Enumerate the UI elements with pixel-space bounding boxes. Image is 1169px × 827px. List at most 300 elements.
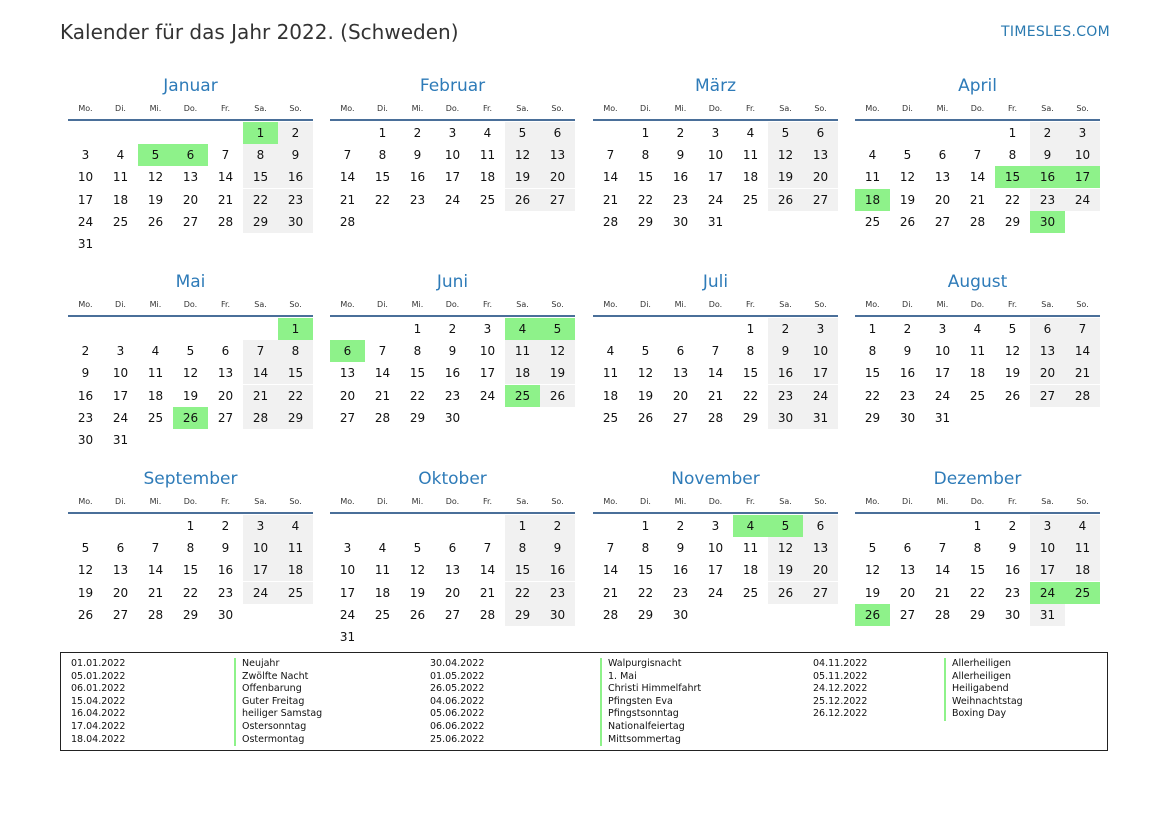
day-cell: 8 xyxy=(641,541,650,556)
day-cell: 23 xyxy=(768,385,803,407)
day-cell: 9 xyxy=(448,344,457,359)
month-divider xyxy=(330,512,575,514)
weekday-label: Do. xyxy=(708,300,723,309)
day-cell: 8 xyxy=(973,541,982,556)
day-cell: 19 xyxy=(1004,366,1021,381)
weekday-label: Di. xyxy=(902,104,913,113)
day-cell: 12 xyxy=(77,563,94,578)
day-cell: 23 xyxy=(278,189,313,211)
weekday-label: Mo. xyxy=(603,497,618,506)
day-cell: 25 xyxy=(742,585,759,600)
day-cell: 24 xyxy=(479,388,496,403)
day-cell: 2 xyxy=(1030,122,1065,144)
day-cell: 17 xyxy=(112,388,129,403)
day-cell: 25 xyxy=(742,192,759,207)
weekday-label: Mi. xyxy=(411,104,424,113)
month-divider xyxy=(68,512,313,514)
day-cell: 11 xyxy=(374,563,391,578)
day-cell: 20 xyxy=(1030,362,1065,384)
day-cell: 17 xyxy=(1030,559,1065,581)
weekday-label: Mo. xyxy=(865,104,880,113)
month-mai xyxy=(68,272,313,451)
day-cell: 29 xyxy=(637,607,654,622)
month-divider xyxy=(330,315,575,317)
weekday-label: Do. xyxy=(970,497,985,506)
day-cell: 3 xyxy=(711,519,720,533)
month-september xyxy=(68,469,313,648)
day-cell: 8 xyxy=(413,344,422,359)
day-cell: 2 xyxy=(81,344,90,359)
day-cell: 30 xyxy=(768,407,803,429)
day-cell: 21 xyxy=(602,192,619,207)
weekday-label: Mo. xyxy=(340,497,355,506)
day-cell: 4 xyxy=(1065,515,1100,537)
month-divider xyxy=(855,119,1100,121)
weekday-label: Fr. xyxy=(220,300,231,309)
day-cell: 1 xyxy=(641,126,650,140)
weekday-label: So. xyxy=(1076,497,1089,506)
day-cell: 1 xyxy=(378,126,387,140)
day-cell: 27 xyxy=(444,607,461,622)
weekday-label: Mo. xyxy=(78,104,93,113)
day-cell: 30 xyxy=(278,211,313,233)
day-cell: 13 xyxy=(899,563,916,578)
weekday-label: Fr. xyxy=(1007,104,1018,113)
day-cell: 23 xyxy=(540,582,575,604)
holiday-name: heiliger Samstag xyxy=(234,708,322,721)
holiday-day-cell: 18 xyxy=(855,189,890,211)
weekday-label: Do. xyxy=(183,300,198,309)
day-cell: 11 xyxy=(742,148,759,163)
month-name: November xyxy=(671,469,760,489)
weekday-label: Sa. xyxy=(779,104,792,113)
day-cell: 18 xyxy=(602,388,619,403)
day-cell: 15 xyxy=(409,366,426,381)
weekday-label: Do. xyxy=(445,497,460,506)
day-cell: 14 xyxy=(374,366,391,381)
weekday-label: Sa. xyxy=(779,497,792,506)
day-cell: 30 xyxy=(672,214,689,229)
day-cell: 5 xyxy=(505,122,540,144)
holiday-name: Boxing Day xyxy=(944,708,1006,721)
day-cell: 29 xyxy=(864,410,881,425)
day-cell: 18 xyxy=(969,366,986,381)
day-cell: 2 xyxy=(768,318,803,340)
day-cell: 30 xyxy=(672,607,689,622)
day-cell: 12 xyxy=(182,366,199,381)
day-cell: 21 xyxy=(479,585,496,600)
day-cell: 27 xyxy=(182,214,199,229)
day-cell: 17 xyxy=(243,559,278,581)
day-cell: 19 xyxy=(899,192,916,207)
day-cell: 13 xyxy=(672,366,689,381)
day-cell: 28 xyxy=(243,407,278,429)
day-cell: 30 xyxy=(899,410,916,425)
holiday-date: 26.05.2022 xyxy=(430,683,485,695)
day-cell: 26 xyxy=(768,189,803,211)
day-cell: 13 xyxy=(803,537,838,559)
day-cell: 7 xyxy=(973,148,982,163)
day-cell: 13 xyxy=(444,563,461,578)
day-cell: 14 xyxy=(217,170,234,185)
weekday-label: Sa. xyxy=(779,300,792,309)
day-cell: 24 xyxy=(339,607,356,622)
day-cell: 19 xyxy=(409,585,426,600)
day-cell: 14 xyxy=(479,563,496,578)
month-name: Oktober xyxy=(418,469,487,489)
day-cell: 16 xyxy=(217,563,234,578)
holiday-day-cell: 17 xyxy=(1065,166,1100,188)
day-cell: 27 xyxy=(540,189,575,211)
day-cell: 20 xyxy=(339,388,356,403)
day-cell: 16 xyxy=(77,388,94,403)
weekday-label: Do. xyxy=(445,300,460,309)
weekday-label: Di. xyxy=(115,497,126,506)
day-cell: 24 xyxy=(803,385,838,407)
page-title: Kalender für das Jahr 2022. (Schweden) xyxy=(60,20,459,44)
day-cell: 16 xyxy=(899,366,916,381)
day-cell: 21 xyxy=(934,585,951,600)
day-cell: 17 xyxy=(707,170,724,185)
day-cell: 31 xyxy=(707,214,724,229)
month-divider xyxy=(68,315,313,317)
day-cell: 8 xyxy=(243,144,278,166)
day-cell: 11 xyxy=(969,344,986,359)
brand-link[interactable]: TIMESLES.COM xyxy=(1001,24,1110,40)
weekday-label: Mo. xyxy=(865,300,880,309)
day-cell: 7 xyxy=(243,340,278,362)
holiday-name: Allerheiligen xyxy=(944,671,1011,684)
day-cell: 8 xyxy=(505,537,540,559)
day-cell: 25 xyxy=(374,607,391,622)
day-cell: 23 xyxy=(672,585,689,600)
day-cell: 2 xyxy=(676,519,685,533)
day-cell: 4 xyxy=(606,344,615,359)
weekday-label: Mi. xyxy=(411,300,424,309)
day-cell: 20 xyxy=(672,388,689,403)
day-cell: 8 xyxy=(378,148,387,163)
day-cell: 3 xyxy=(116,344,125,359)
day-cell: 7 xyxy=(221,148,230,163)
weekday-label: Fr. xyxy=(1007,497,1018,506)
day-cell: 15 xyxy=(637,170,654,185)
day-cell: 3 xyxy=(243,515,278,537)
month-divider xyxy=(855,512,1100,514)
day-cell: 13 xyxy=(112,563,129,578)
day-cell: 16 xyxy=(672,563,689,578)
day-cell: 4 xyxy=(116,148,125,163)
holiday-day-cell: 16 xyxy=(1030,166,1065,188)
day-cell: 14 xyxy=(147,563,164,578)
day-cell: 13 xyxy=(540,144,575,166)
day-cell: 16 xyxy=(540,559,575,581)
day-cell: 8 xyxy=(641,148,650,163)
weekday-label: Mi. xyxy=(674,104,687,113)
day-cell: 2 xyxy=(221,519,230,533)
day-cell: 19 xyxy=(77,585,94,600)
day-cell: 14 xyxy=(707,366,724,381)
day-cell: 22 xyxy=(637,585,654,600)
month-name: Juni xyxy=(436,272,469,292)
day-cell: 17 xyxy=(707,563,724,578)
day-cell: 7 xyxy=(711,344,720,359)
weekday-label: Sa. xyxy=(516,300,529,309)
day-cell: 15 xyxy=(864,366,881,381)
month-april xyxy=(855,76,1100,255)
weekday-label: Mo. xyxy=(340,300,355,309)
weekday-label: Do. xyxy=(970,104,985,113)
weekday-label: Mi. xyxy=(149,104,162,113)
day-cell: 20 xyxy=(217,388,234,403)
day-cell: 21 xyxy=(243,385,278,407)
weekday-label: Mi. xyxy=(936,300,949,309)
day-cell: 18 xyxy=(479,170,496,185)
day-cell: 1 xyxy=(641,519,650,533)
weekday-label: So. xyxy=(814,104,827,113)
day-cell: 20 xyxy=(803,559,838,581)
day-cell: 16 xyxy=(409,170,426,185)
holiday-date: 01.01.2022 xyxy=(71,658,126,669)
weekday-label: Sa. xyxy=(516,104,529,113)
holiday-name: Offenbarung xyxy=(234,683,302,696)
day-cell: 21 xyxy=(602,585,619,600)
day-cell: 1 xyxy=(973,519,982,533)
weekday-label: Do. xyxy=(183,104,198,113)
holiday-name: Mittsommertag xyxy=(600,734,681,747)
day-cell: 19 xyxy=(768,559,803,581)
day-cell: 15 xyxy=(182,563,199,578)
day-cell: 17 xyxy=(339,585,356,600)
day-cell: 4 xyxy=(151,344,160,359)
day-cell: 27 xyxy=(1030,385,1065,407)
weekday-label: Fr. xyxy=(745,104,756,113)
day-cell: 18 xyxy=(147,388,164,403)
day-cell: 14 xyxy=(243,362,278,384)
month-name: August xyxy=(947,272,1008,292)
day-cell: 9 xyxy=(676,541,685,556)
holiday-date: 30.04.2022 xyxy=(430,658,485,669)
weekday-label: Fr. xyxy=(482,497,493,506)
day-cell: 24 xyxy=(243,582,278,604)
day-cell: 29 xyxy=(637,214,654,229)
day-cell: 29 xyxy=(505,604,540,626)
day-cell: 10 xyxy=(243,537,278,559)
day-cell: 19 xyxy=(540,362,575,384)
day-cell: 31 xyxy=(934,410,951,425)
day-cell: 20 xyxy=(182,192,199,207)
day-cell: 4 xyxy=(378,541,387,556)
day-cell: 10 xyxy=(444,148,461,163)
day-cell: 6 xyxy=(903,541,912,556)
day-cell: 1 xyxy=(746,322,755,336)
day-cell: 11 xyxy=(278,537,313,559)
weekday-label: Sa. xyxy=(254,497,267,506)
day-cell: 6 xyxy=(1030,318,1065,340)
weekday-label: Do. xyxy=(970,300,985,309)
holiday-name: Pfingsten Eva xyxy=(600,696,673,709)
day-cell: 12 xyxy=(540,340,575,362)
day-cell: 6 xyxy=(116,541,125,556)
day-cell: 10 xyxy=(1030,537,1065,559)
day-cell: 21 xyxy=(217,192,234,207)
day-cell: 25 xyxy=(278,582,313,604)
day-cell: 24 xyxy=(77,214,94,229)
day-cell: 10 xyxy=(707,541,724,556)
day-cell: 12 xyxy=(1004,344,1021,359)
holiday-day-cell: 24 xyxy=(1030,582,1065,604)
day-cell: 24 xyxy=(112,410,129,425)
day-cell: 28 xyxy=(934,607,951,622)
day-cell: 6 xyxy=(938,148,947,163)
day-cell: 1 xyxy=(868,322,877,336)
day-cell: 5 xyxy=(868,541,877,556)
holiday-day-cell: 15 xyxy=(995,166,1030,188)
month-oktober xyxy=(330,469,575,648)
month-dezember xyxy=(855,469,1100,648)
day-cell: 31 xyxy=(339,630,356,644)
day-cell: 21 xyxy=(339,192,356,207)
holiday-day-cell: 6 xyxy=(173,144,208,166)
day-cell: 11 xyxy=(505,340,540,362)
day-cell: 13 xyxy=(1030,340,1065,362)
day-cell: 11 xyxy=(864,170,881,185)
day-cell: 4 xyxy=(868,148,877,163)
day-cell: 20 xyxy=(540,166,575,188)
day-cell: 30 xyxy=(444,410,461,425)
day-cell: 12 xyxy=(899,170,916,185)
holiday-name: Pfingstsonntag xyxy=(600,708,679,721)
weekday-label: Fr. xyxy=(220,104,231,113)
weekday-label: Do. xyxy=(183,497,198,506)
holiday-name: 1. Mai xyxy=(600,671,637,684)
day-cell: 9 xyxy=(1030,144,1065,166)
day-cell: 27 xyxy=(672,410,689,425)
day-cell: 20 xyxy=(803,166,838,188)
holiday-name: Weihnachtstag xyxy=(944,696,1023,709)
day-cell: 8 xyxy=(186,541,195,556)
day-cell: 15 xyxy=(374,170,391,185)
day-cell: 10 xyxy=(934,344,951,359)
day-cell: 14 xyxy=(934,563,951,578)
weekday-label: Di. xyxy=(377,300,388,309)
month-name: Januar xyxy=(163,76,218,96)
day-cell: 10 xyxy=(77,170,94,185)
day-cell: 1 xyxy=(505,515,540,537)
day-cell: 9 xyxy=(768,340,803,362)
month-divider xyxy=(593,315,838,317)
weekday-label: Mo. xyxy=(78,497,93,506)
day-cell: 25 xyxy=(479,192,496,207)
day-cell: 6 xyxy=(676,344,685,359)
day-cell: 1 xyxy=(1008,126,1017,140)
day-cell: 7 xyxy=(1065,318,1100,340)
day-cell: 12 xyxy=(768,144,803,166)
day-cell: 2 xyxy=(676,126,685,140)
day-cell: 1 xyxy=(413,322,422,336)
day-cell: 17 xyxy=(444,170,461,185)
day-cell: 5 xyxy=(81,541,90,556)
month-name: Februar xyxy=(419,76,486,96)
weekday-label: Di. xyxy=(640,300,651,309)
day-cell: 29 xyxy=(1004,214,1021,229)
day-cell: 11 xyxy=(479,148,496,163)
day-cell: 9 xyxy=(903,344,912,359)
day-cell: 7 xyxy=(343,148,352,163)
day-cell: 4 xyxy=(746,126,755,140)
holiday-day-cell: 26 xyxy=(855,604,890,626)
day-cell: 8 xyxy=(868,344,877,359)
day-cell: 18 xyxy=(742,563,759,578)
day-cell: 18 xyxy=(278,559,313,581)
day-cell: 30 xyxy=(77,433,94,447)
holiday-day-cell: 25 xyxy=(1065,582,1100,604)
weekday-label: Do. xyxy=(445,104,460,113)
day-cell: 3 xyxy=(938,322,947,336)
weekday-label: So. xyxy=(551,104,564,113)
day-cell: 21 xyxy=(374,388,391,403)
holiday-name: Neujahr xyxy=(234,658,279,671)
day-cell: 17 xyxy=(934,366,951,381)
day-cell: 15 xyxy=(742,366,759,381)
holiday-date: 18.04.2022 xyxy=(71,733,126,745)
holiday-day-cell: 5 xyxy=(138,144,173,166)
month-divider xyxy=(68,119,313,121)
day-cell: 26 xyxy=(147,214,164,229)
weekday-label: Di. xyxy=(115,300,126,309)
holiday-date: 06.06.2022 xyxy=(430,721,485,732)
holiday-date: 16.04.2022 xyxy=(71,708,126,720)
weekday-label: Sa. xyxy=(1041,300,1054,309)
month-name: Dezember xyxy=(933,469,1022,489)
day-cell: 26 xyxy=(505,189,540,211)
weekday-label: Mi. xyxy=(411,497,424,506)
holiday-date: 25.12.2022 xyxy=(813,695,868,707)
weekday-label: So. xyxy=(814,497,827,506)
weekday-label: Mi. xyxy=(149,497,162,506)
day-cell: 2 xyxy=(540,515,575,537)
day-cell: 27 xyxy=(899,607,916,622)
day-cell: 28 xyxy=(374,410,391,425)
day-cell: 19 xyxy=(637,388,654,403)
day-cell: 22 xyxy=(742,388,759,403)
holiday-date: 26.12.2022 xyxy=(813,708,868,720)
day-cell: 17 xyxy=(77,192,94,207)
day-cell: 13 xyxy=(217,366,234,381)
day-cell: 27 xyxy=(217,410,234,425)
weekday-label: Sa. xyxy=(1041,497,1054,506)
weekday-label: So. xyxy=(1076,104,1089,113)
day-cell: 2 xyxy=(448,322,457,336)
holiday-date: 15.04.2022 xyxy=(71,695,126,707)
day-cell: 2 xyxy=(413,126,422,140)
day-cell: 2 xyxy=(1008,519,1017,533)
weekday-label: Mi. xyxy=(149,300,162,309)
day-cell: 30 xyxy=(1004,607,1021,622)
day-cell: 22 xyxy=(243,189,278,211)
day-cell: 28 xyxy=(147,607,164,622)
day-cell: 20 xyxy=(112,585,129,600)
day-cell: 27 xyxy=(934,214,951,229)
day-cell: 18 xyxy=(112,192,129,207)
weekday-label: Di. xyxy=(640,497,651,506)
day-cell: 23 xyxy=(444,388,461,403)
day-cell: 7 xyxy=(378,344,387,359)
day-cell: 20 xyxy=(899,585,916,600)
holiday-day-cell: 4 xyxy=(505,318,540,340)
holiday-day-cell: 6 xyxy=(330,340,365,362)
month-divider xyxy=(593,512,838,514)
day-cell: 9 xyxy=(278,144,313,166)
